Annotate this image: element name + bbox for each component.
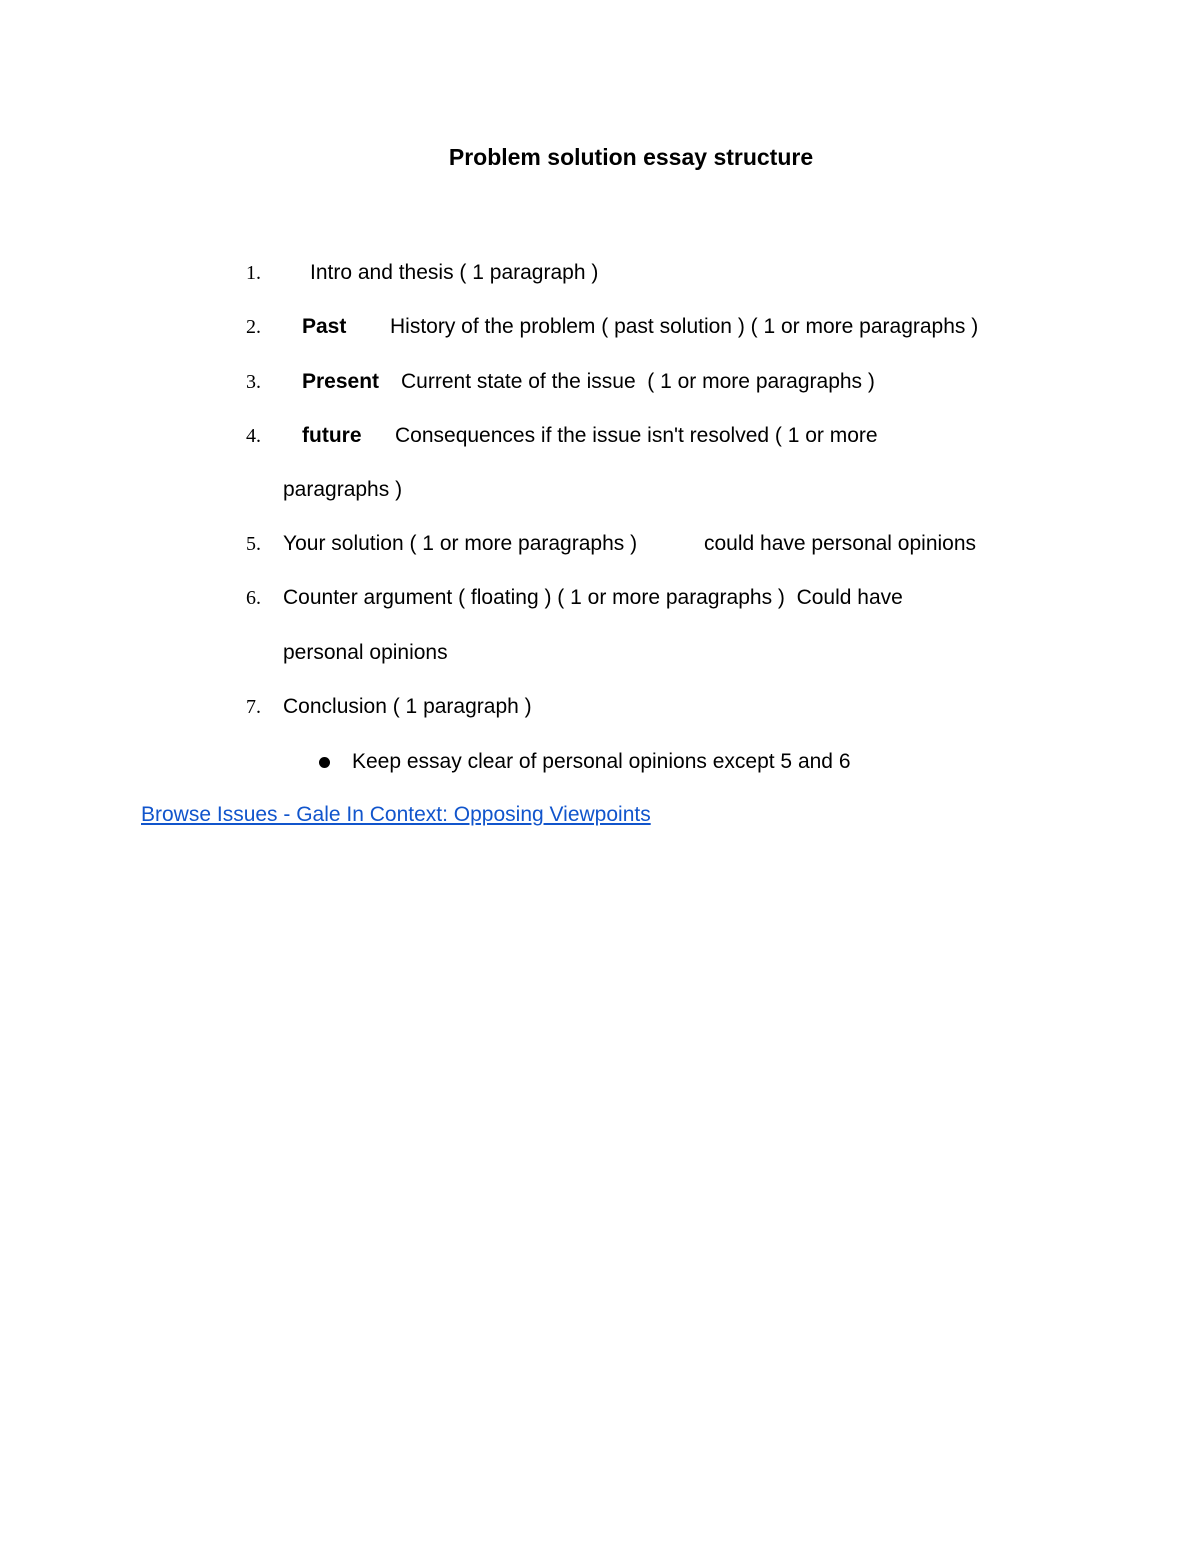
list-number: 3.: [246, 371, 261, 393]
list-number: 7.: [246, 696, 261, 718]
list-item-note: could have personal opinions: [704, 532, 977, 555]
list-item-text: Counter argument ( floating ) ( 1 or more paragraphs ) Could have: [283, 586, 903, 609]
bullet-item-text: Keep essay clear of personal opinions except 5 and 6: [352, 750, 851, 773]
document-title: Problem solution essay structure: [448, 144, 814, 170]
list-number: 1.: [246, 262, 261, 284]
list-item-keyword: Present: [302, 370, 380, 393]
list-item-text-continued: personal opinions: [283, 641, 448, 664]
list-item-text: History of the problem ( past solution ) ( 1 or more paragraphs ): [390, 315, 979, 338]
list-item-text: Conclusion ( 1 paragraph ): [283, 695, 532, 718]
list-number: 6.: [246, 587, 261, 609]
list-number: 5.: [246, 533, 261, 555]
bullet-dot-icon: [319, 757, 330, 768]
list-number: 4.: [246, 425, 261, 447]
opposing-viewpoints-link[interactable]: Browse Issues - Gale In Context: Opposing Viewpoints: [141, 803, 651, 826]
list-number: 2.: [246, 316, 261, 338]
list-item-text: Intro and thesis ( 1 paragraph ): [310, 261, 599, 284]
list-item-keyword: future: [302, 424, 362, 447]
list-item-text: Your solution ( 1 or more paragraphs ): [283, 532, 638, 555]
list-item-text: Current state of the issue ( 1 or more paragraphs ): [401, 370, 875, 393]
list-item-keyword: Past: [302, 315, 347, 338]
list-item-text-continued: paragraphs ): [283, 478, 403, 501]
list-item-text: Consequences if the issue isn't resolved ( 1 or more: [395, 424, 878, 447]
